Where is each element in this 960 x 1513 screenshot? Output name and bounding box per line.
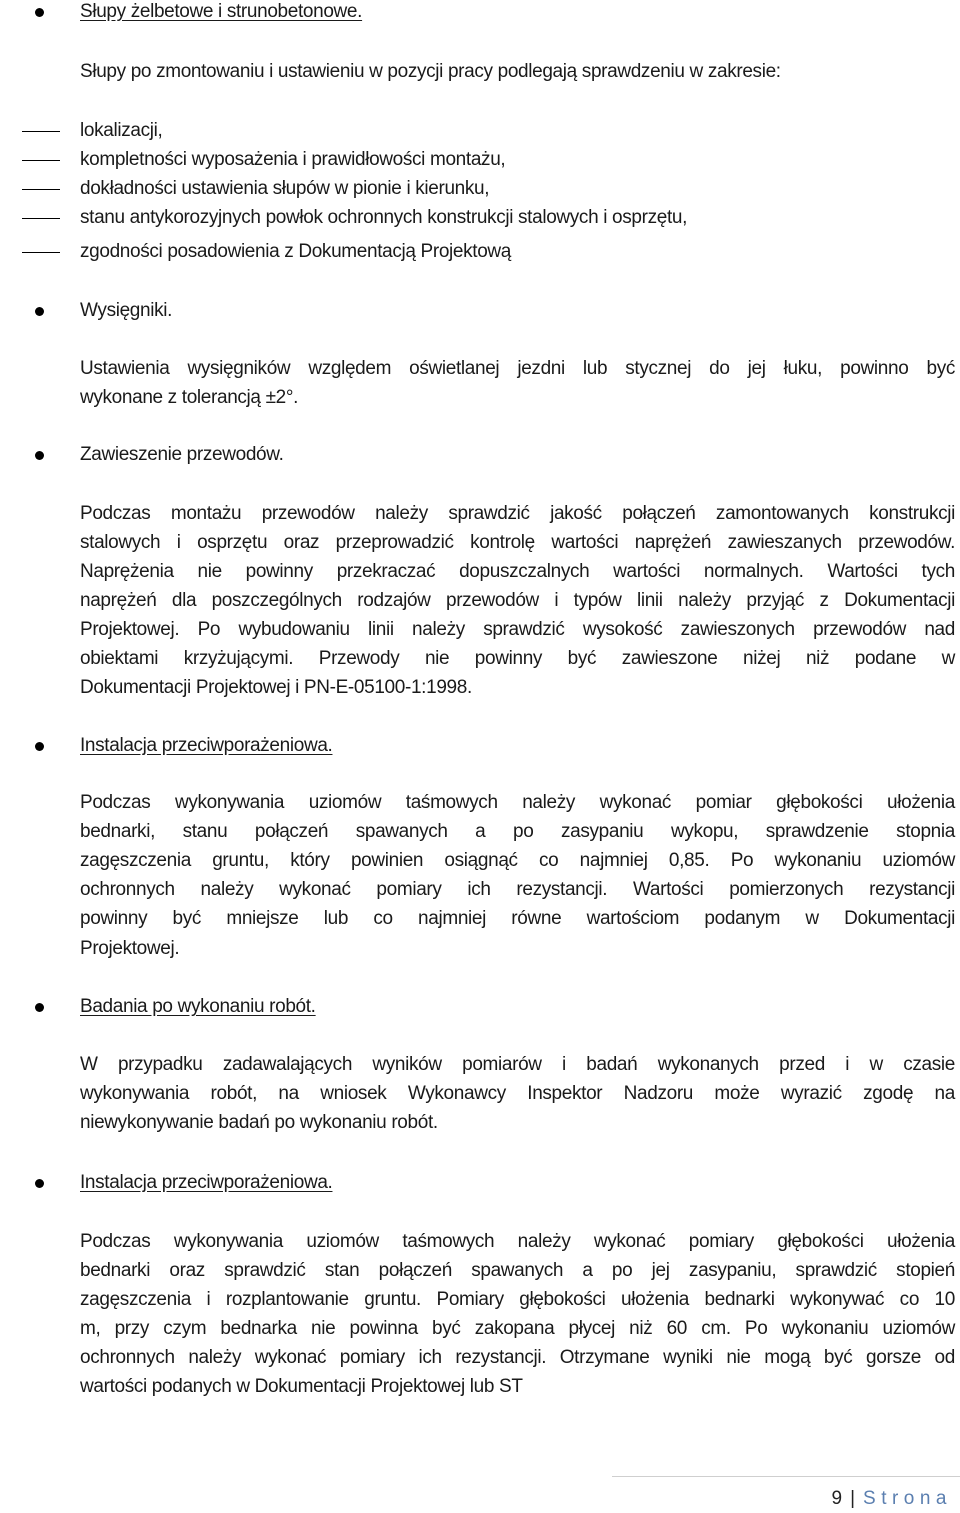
dash-icon <box>22 160 60 161</box>
paragraph-line: bednarki oraz sprawdzić stan połączeń spawanych a po jej zasypaniu, sprawdzić stopień <box>80 1260 955 1281</box>
paragraph-line: powinny być mniejsze lub co najmniej równe wartościom podanym w Dokumentacji <box>80 908 955 929</box>
bullet-icon <box>35 742 44 751</box>
paragraph-line: zagęszczenia gruntu, który powinien osiągnąć co najmniej 0,85. Po wykonaniu uziomów <box>80 850 955 871</box>
bullet-icon <box>35 1179 44 1188</box>
paragraph-line: Dokumentacji Projektowej i PN-E-05100-1:1998. <box>80 677 472 698</box>
dash-icon <box>22 252 60 253</box>
bullet-icon <box>35 451 44 460</box>
section-heading-instalacja-2: Instalacja przeciwporażeniowa. <box>80 1172 333 1193</box>
section-heading-slupy: Słupy żelbetowe i strunobetonowe. <box>80 1 363 22</box>
dash-icon <box>22 131 60 132</box>
list-item: zgodności posadowienia z Dokumentacją Projektową <box>80 241 512 262</box>
paragraph-line: obiektami krzyżującymi. Przewody nie powinny być zawieszone niżej niż podane w <box>80 648 955 669</box>
paragraph-line: Naprężenia nie powinny przekraczać dopuszczalnych wartości normalnych. Wartości tych <box>80 561 955 582</box>
paragraph-line: W przypadku zadawalających wyników pomiarów i badań wykonanych przed i w czasie <box>80 1054 955 1075</box>
paragraph-line: Podczas wykonywania uziomów taśmowych należy wykonać pomiary głębokości ułożenia <box>80 1231 955 1252</box>
bullet-icon <box>35 8 44 17</box>
paragraph-line: Podczas montażu przewodów należy sprawdzić jakość połączeń zamontowanych konstrukcji <box>80 503 955 524</box>
section-heading-zawieszenie: Zawieszenie przewodów. <box>80 444 284 465</box>
paragraph-line: ochronnych należy wykonać pomiary ich rezystancji. Wartości pomierzonych rezystancji <box>80 879 955 900</box>
section-heading-wysiegniki: Wysięgniki. <box>80 300 173 321</box>
page-footer <box>832 1487 953 1511</box>
page-number: 9 <box>831 1488 843 1509</box>
footer-separator: | <box>850 1488 856 1509</box>
paragraph-line: zagęszczenia i rozplantowanie gruntu. Pomiary głębokości ułożenia bednarki wykonywać co 10 <box>80 1289 955 1310</box>
paragraph-line: naprężeń dla poszczególnych rodzajów przewodów i typów linii należy przyjąć z Dokumentacji <box>80 590 955 611</box>
paragraph-line: Słupy po zmontowaniu i ustawieniu w pozycji pracy podlegają sprawdzeniu w zakresie: <box>80 61 781 82</box>
paragraph-line: Podczas wykonywania uziomów taśmowych należy wykonać pomiar głębokości ułożenia <box>80 792 955 813</box>
paragraph-line: wartości podanych w Dokumentacji Projektowej lub ST <box>80 1376 523 1397</box>
paragraph-line: Projektowej. <box>80 938 180 959</box>
section-heading-instalacja: Instalacja przeciwporażeniowa. <box>80 735 333 756</box>
paragraph-line: Ustawienia wysięgników względem oświetlanej jezdni lub stycznej do jej łuku, powinno być <box>80 358 955 379</box>
dash-icon <box>22 189 60 190</box>
paragraph-line: wykonywania robót, na wniosek Wykonawcy Inspektor Nadzoru może wyrazić zgodę na <box>80 1083 955 1104</box>
dash-icon <box>22 218 60 219</box>
page-label: Strona <box>863 1488 952 1509</box>
list-item: lokalizacji, <box>80 120 163 141</box>
list-item: stanu antykorozyjnych powłok ochronnych konstrukcji stalowych i osprzętu, <box>80 207 688 228</box>
paragraph-line: wykonane z tolerancją ±2°. <box>80 387 299 408</box>
paragraph-line: Projektowej. Po wybudowaniu linii należy sprawdzić wysokość zawieszonych przewodów nad <box>80 619 955 640</box>
paragraph-line: bednarki, stanu połączeń spawanych a po zasypaniu wykopu, sprawdzenie stopnia <box>80 821 955 842</box>
paragraph-line: ochronnych należy wykonać pomiary ich rezystancji. Otrzymane wyniki nie mogą być gorsze od <box>80 1347 955 1368</box>
bullet-icon <box>35 307 44 316</box>
section-heading-badania: Badania po wykonaniu robót. <box>80 996 316 1017</box>
paragraph-line: stalowych i osprzętu oraz przeprowadzić kontrolę wartości naprężeń zawieszanych przewodów. <box>80 532 955 553</box>
paragraph-line: niewykonywanie badań po wykonaniu robót. <box>80 1112 438 1133</box>
footer-rule <box>612 1476 960 1477</box>
list-item: kompletności wyposażenia i prawidłowości montażu, <box>80 149 506 170</box>
paragraph-line: m, przy czym bednarka nie powinna być zakopana płycej niż 60 cm. Po wykonaniu uziomów <box>80 1318 955 1339</box>
list-item: dokładności ustawienia słupów w pionie i kierunku, <box>80 178 490 199</box>
bullet-icon <box>35 1003 44 1012</box>
